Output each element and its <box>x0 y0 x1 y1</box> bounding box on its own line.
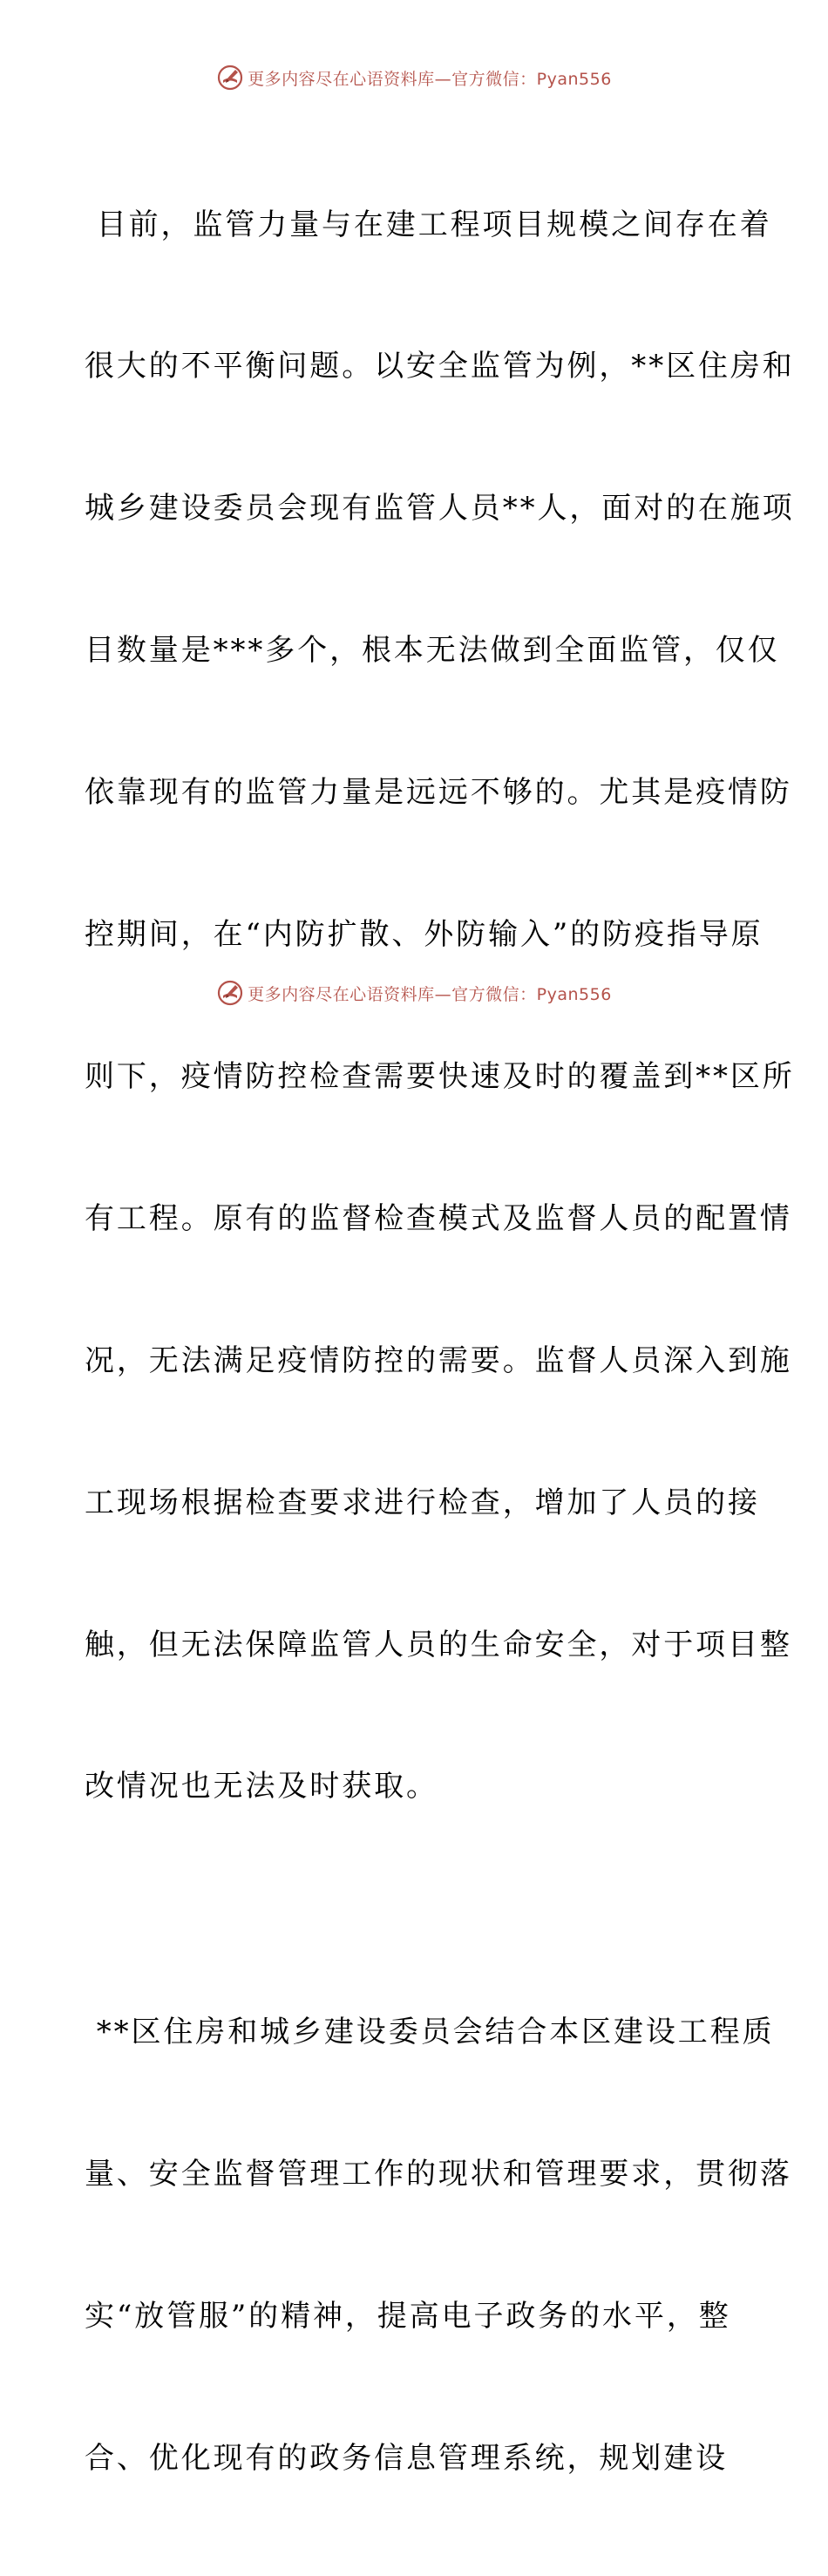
footer-banner-text: 更多内容尽在心语资料库—官方微信：Pyan556 <box>248 984 612 1004</box>
paragraph-line: 则下，疫情防控检查需要快速及时的覆盖到**区所 <box>85 1058 795 1094</box>
paragraph-line: 况，无法满足疫情防控的需要。监督人员深入到施 <box>85 1342 792 1378</box>
paragraph-line: 改情况也无法及时获取。 <box>85 1769 438 1805</box>
document-body <box>85 106 795 2576</box>
header-banner-text: 更多内容尽在心语资料库—官方微信：Pyan556 <box>248 69 612 89</box>
paragraph-line: 触，但无法保障监管人员的生命安全，对于项目整 <box>85 1627 792 1662</box>
footer-banner <box>0 978 828 1008</box>
paragraph-line: 城乡建设委员会现有监管人员**人，面对的在施项 <box>85 491 795 527</box>
paragraph-line: 工现场根据检查要求进行检查，增加了人员的接 <box>85 1485 760 1520</box>
paragraph-line: 目数量是***多个，根本无法做到全面监管，仅仅 <box>85 633 780 669</box>
paragraph-line: 合、优化现有的政务信息管理系统，规划建设 <box>85 2440 728 2476</box>
paragraph-line: 依靠现有的监管力量是远远不够的。尤其是疫情防 <box>85 775 792 811</box>
paragraph-line: 目前，监管力量与在建工程项目规模之间存在着 <box>85 207 772 242</box>
paragraph-line: 量、安全监督管理工作的现状和管理要求，贯彻落 <box>85 2156 792 2192</box>
paragraph-line: 有工程。原有的监督检查模式及监督人员的配置情 <box>85 1200 792 1236</box>
paragraph-line: 控期间，在“内防扩散、外防输入”的防疫指导原 <box>85 917 764 953</box>
book-pen-logo-icon <box>216 64 244 92</box>
header-banner <box>0 63 828 92</box>
paragraph-line: 很大的不平衡问题。以安全监管为例，**区住房和 <box>85 349 795 384</box>
paragraph-line: 实“放管服”的精神，提高电子政务的水平，整 <box>85 2298 731 2334</box>
paragraph-2 <box>85 1913 792 2576</box>
book-pen-logo-icon <box>216 979 244 1007</box>
paragraph-line: **区住房和城乡建设委员会结合本区建设工程质 <box>85 2014 775 2049</box>
